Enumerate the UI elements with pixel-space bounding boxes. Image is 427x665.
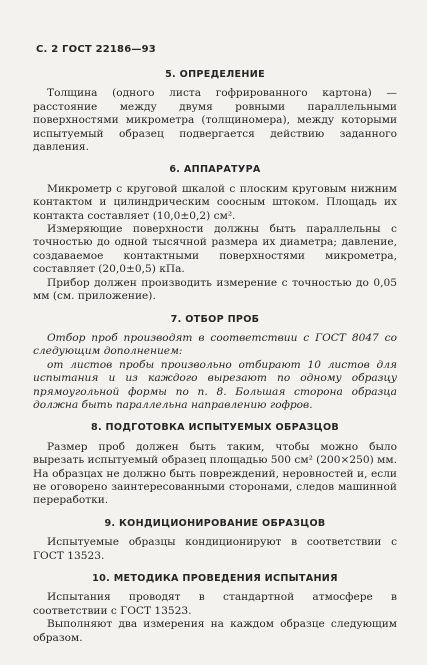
document-body (33, 68, 397, 654)
paragraph: Испытания проводят в стандартной атмосфере в соответствии с ГОСТ 13523. (33, 591, 397, 617)
paragraph: Испытуемые образцы кондиционируют в соответствии с ГОСТ 13523. (33, 536, 397, 562)
section-apparatus (33, 163, 397, 303)
paragraph: Толщина (одного листа гофрированного картона) — расстояние между двумя ровными параллельными поверхностями микрометра (толщиномера), между которыми испытуемый образец подвергается действию заданного давления. (33, 87, 397, 154)
paragraph: Измеряющие поверхности должны быть параллельны с точностью до одной тысячной размера их диаметра; давление, создаваемое контактными поверхностями микрометра, составляет (20,0±0,5) кПа. (33, 223, 397, 276)
paragraph: Размер проб должен быть таким, чтобы можно было вырезать испытуемый образец площадью 500 см² (200×250) мм. На образцах не должно быть повреждений, неровностей и, если не оговорено заинтересованными сторонами, следов машинной переработки. (33, 440, 397, 507)
paragraph: Отбор проб производят в соответствии с ГОСТ 8047 со следующим дополнением: (33, 331, 397, 358)
section-title: 9. КОНДИЦИОНИРОВАНИЕ ОБРАЗЦОВ (104, 517, 326, 529)
section-title: 8. ПОДГОТОВКА ИСПЫТУЕМЫХ ОБРАЗЦОВ (90, 422, 340, 434)
section-sampling (33, 313, 397, 413)
paragraph: Прибор должен производить измерение с точностью до 0,05 мм (см. приложение). (33, 276, 397, 303)
section-title: 5. ОПРЕДЕЛЕНИЕ (165, 69, 265, 80)
paragraph: от листов пробы произвольно отбирают 10 листов для испытания и из каждого вырезают по одному образцу прямоугольной формы по п. 8. Большая сторона образца должна быть параллельна направлению гофров. (33, 358, 397, 411)
paragraph: Выполняют два измерения на каждом образце следующим образом. (33, 618, 397, 644)
paragraph: Микрометр с круговой шкалой с плоским круговым нижним контактом и цилиндрическим соосным штоком. Площадь их контакта составляет (10,0±0,2) см². (33, 182, 397, 222)
section-conditioning (33, 517, 397, 563)
section-title: 7. ОТБОР ПРОБ (170, 313, 260, 325)
section-definition (33, 68, 397, 154)
section-test-procedure (33, 572, 397, 645)
section-specimen-preparation (33, 421, 397, 507)
section-title: 10. МЕТОДИКА ПРОВЕДЕНИЯ ИСПЫТАНИЯ (92, 573, 338, 584)
page-header: С. 2 ГОСТ 22186—93 (36, 44, 156, 55)
section-title: 6. АППАРАТУРА (169, 164, 261, 176)
